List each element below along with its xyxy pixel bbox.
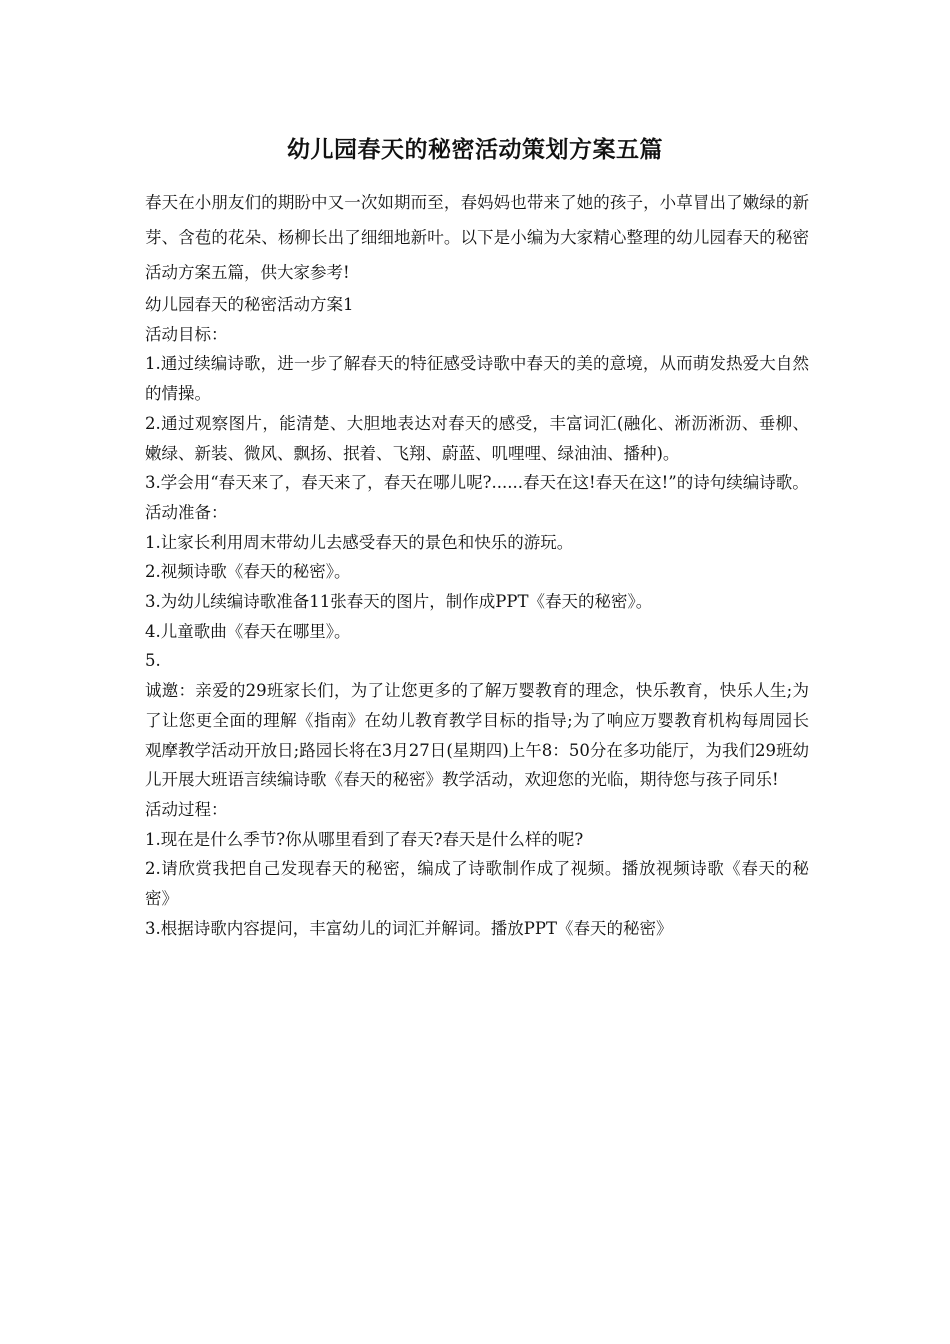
prep-item-2: 2.视频诗歌《春天的秘密》。 [145, 562, 351, 582]
goal-item-2: 2.通过观察图片，能清楚、大胆地表达对春天的感受，丰富词汇(融化、淅沥淅沥、垂柳、嫩绿、新装、微风、飘扬、抿着、飞翔、蔚蓝、叽哩哩、绿油油、播种)。 [145, 413, 809, 463]
goal-item-1: 1.通过续编诗歌，进一步了解春天的特征感受诗歌中春天的美的意境，从而萌发热爱大自然的情操。 [145, 354, 809, 404]
intro-paragraph: 春天在小朋友们的期盼中又一次如期而至，春妈妈也带来了她的孩子，小草冒出了嫩绿的新芽、含苞的花朵、杨柳长出了细细地新叶。以下是小编为大家精心整理的幼儿园春天的秘密活动方案五篇，供大家参考! [145, 193, 809, 282]
section-heading: 幼儿园春天的秘密活动方案1 [145, 295, 354, 314]
prep-item-5: 5. [145, 651, 161, 671]
subheading-preparation: 活动准备： [145, 502, 228, 522]
prep-item-1: 1.让家长利用周末带幼儿去感受春天的景色和快乐的游玩。 [145, 532, 574, 552]
process-item-3: 3.根据诗歌内容提问，丰富幼儿的词汇并解词。播放PPT《春天的秘密》 [145, 918, 673, 938]
subheading-process: 活动过程： [145, 799, 228, 819]
prep-item-4: 4.儿童歌曲《春天在哪里》。 [145, 621, 351, 641]
prep-item-3: 3.为幼儿续编诗歌准备11张春天的图片，制作成PPT《春天的秘密》。 [145, 592, 653, 612]
invitation-paragraph: 诚邀：亲爱的29班家长们，为了让您更多的了解万婴教育的理念，快乐教育，快乐人生;为了让您更全面的理解《指南》在幼儿教育教学目标的指导;为了响应万婴教育机构每周园长观摩教学活动开放日;路园长将在3月27日(星期四)上午8：50分在多功能厅，为我们29班幼儿开展大班语言续编诗歌《春天的秘密》教学活动，欢迎您的光临，期待您与孩子同乐! [145, 681, 809, 790]
goal-item-3: 3.学会用“春天来了，春天来了，春天在哪儿呢?......春天在这!春天在这!”的诗句续编诗歌。 [145, 473, 809, 493]
document-title: 幼儿园春天的秘密活动策划方案五篇 [287, 136, 663, 163]
document-body [145, 185, 809, 943]
process-item-2: 2.请欣赏我把自己发现春天的秘密，编成了诗歌制作成了视频。播放视频诗歌《春天的秘密》 [145, 859, 809, 909]
subheading-goals: 活动目标： [145, 324, 228, 344]
process-item-1: 1.现在是什么季节?你从哪里看到了春天?春天是什么样的呢? [145, 829, 584, 849]
